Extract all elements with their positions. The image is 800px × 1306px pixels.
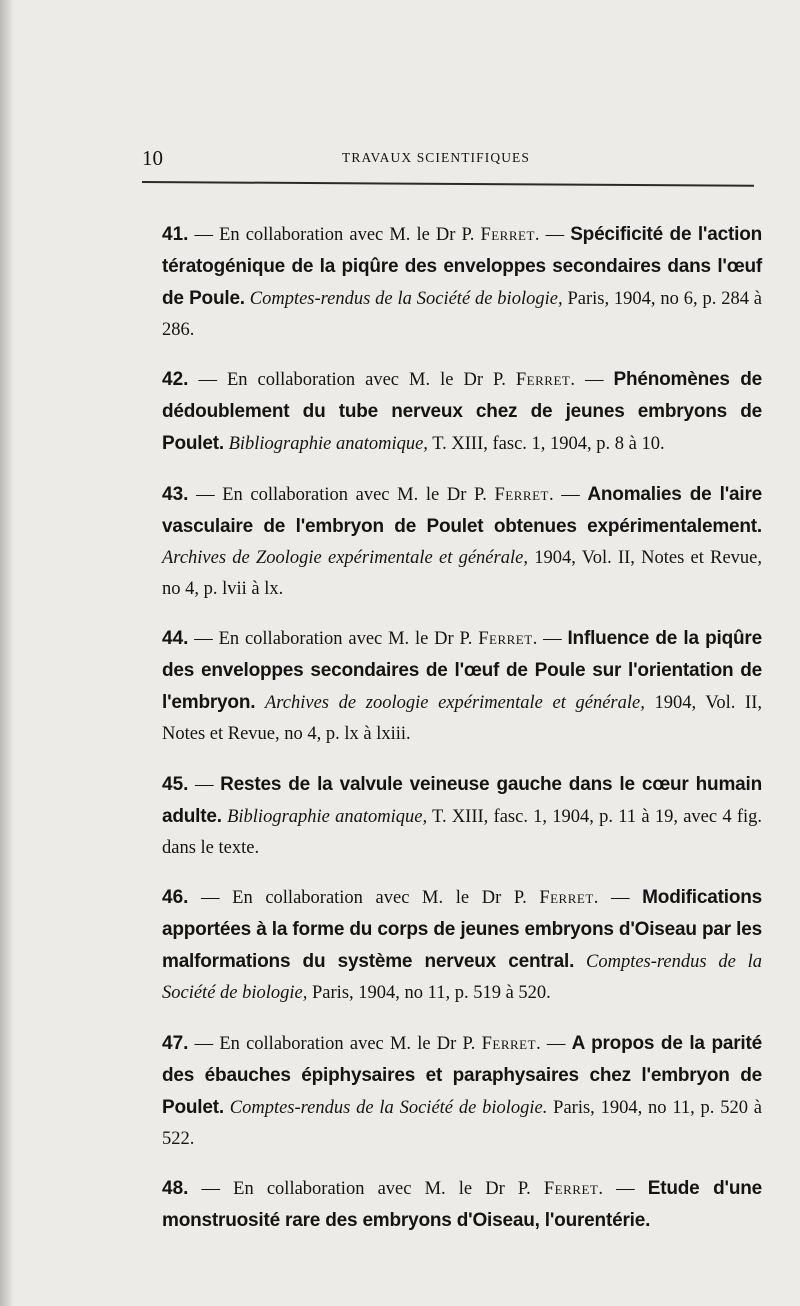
entry-number: 46.	[162, 887, 189, 908]
publication-entry	[162, 479, 762, 605]
entry-title: A propos de la parité des ébauches épiphysaires et paraphysaires chez l'embryon de Poulet.	[162, 1032, 762, 1118]
publication-entry	[162, 623, 762, 750]
header-rule	[142, 181, 754, 187]
entry-collaboration: — En collaboration avec M. le Dr P.	[201, 888, 540, 908]
entry-separator: . —	[532, 629, 568, 649]
entry-separator: . —	[593, 888, 643, 908]
publication-entry	[162, 219, 762, 346]
entry-details: T. XIII, fasc. 1, 1904, p. 11 à 19, avec 4 fig. dans le texte.	[162, 806, 763, 858]
page-edge-shadow	[0, 0, 14, 1306]
entry-separator: . —	[598, 1179, 648, 1199]
entry-collaborator-name: Ferret	[494, 484, 549, 505]
page-header	[142, 146, 752, 170]
entry-collaborator-name: Ferret	[480, 224, 535, 245]
publication-entry	[162, 1173, 762, 1237]
entry-number: 41.	[162, 223, 189, 245]
entry-details: Paris, 1904, no 11, p. 519 à 520.	[312, 983, 551, 1003]
running-head: TRAVAUX SCIENTIFIQUES	[342, 150, 530, 165]
entry-separator: . —	[536, 1033, 572, 1054]
entry-details: Paris, 1904, no 11, p. 520 à 522.	[162, 1097, 763, 1149]
entry-title: Modifications apportées à la forme du corps de jeunes embryons d'Oiseau par les malformations du système nerveux central.	[162, 887, 762, 972]
entry-details: 1904, Vol. II, Notes et Revue, no 4, p. lvii à lx.	[162, 547, 763, 599]
entry-number: 45.	[162, 773, 189, 795]
entry-journal: Comptes-rendus de la Société de biologie.	[229, 1097, 548, 1118]
entry-journal: Comptes-rendus de la Société de biologie,	[249, 288, 563, 309]
entry-number: 44.	[162, 628, 189, 649]
entry-number: 43.	[162, 483, 189, 505]
publication-list	[162, 200, 762, 1254]
entry-title: Anomalies de l'aire vasculaire de l'embryon de Poulet obtenues expérimentalement.	[162, 483, 763, 537]
entry-collaboration: — En collaboration avec M. le Dr P.	[194, 629, 479, 649]
entry-separator: . —	[534, 224, 571, 245]
entry-details: Paris, 1904, no 6, p. 284 à 286.	[162, 288, 763, 340]
entry-collaborator-name: Ferret	[478, 629, 533, 649]
entry-journal: Bibliographie anatomique,	[228, 434, 428, 454]
entry-journal: Archives de zoologie expérimentale et générale,	[264, 693, 645, 713]
entry-collaborator-name: Ferret	[539, 888, 594, 908]
entry-journal: Bibliographie anatomique,	[227, 806, 428, 827]
entry-collaboration: — En collaboration avec M. le Dr P.	[194, 1033, 482, 1054]
entry-journal: Comptes-rendus de la Société de biologie,	[162, 952, 763, 1003]
publication-entry	[162, 769, 762, 864]
entry-number: 42.	[162, 369, 189, 390]
entry-title: Etude d'une monstruosité rare des embryons d'Oiseau, l'ourentérie.	[162, 1178, 762, 1231]
entry-separator: . —	[548, 484, 588, 505]
entry-collaboration: — En collaboration avec M. le Dr P.	[194, 224, 481, 245]
publication-entry	[162, 364, 762, 460]
entry-title: Restes de la valvule veineuse gauche dans le cœur humain adulte.	[162, 773, 762, 827]
entry-title: Phénomènes de dédoublement du tube nerveux chez de jeunes embryons de Poulet.	[162, 369, 762, 454]
entry-number: 47.	[162, 1032, 189, 1054]
entry-title: Spécificité de l'action tératogénique de la piqûre des enveloppes secondaires dans l'œuf de Poule.	[162, 223, 763, 309]
entry-collaboration: — En collaboration avec M. le Dr P.	[196, 484, 495, 505]
entry-number: 48.	[162, 1178, 189, 1199]
entry-separator: —	[188, 774, 221, 795]
entry-collaborator-name: Ferret	[515, 370, 571, 390]
entry-details: T. XIII, fasc. 1, 1904, p. 8 à 10.	[432, 434, 665, 454]
page-number: 10	[142, 146, 163, 170]
publication-entry	[162, 882, 762, 1009]
entry-collaborator-name: Ferret	[543, 1179, 599, 1199]
entry-separator: . —	[570, 370, 614, 390]
entry-collaborator-name: Ferret	[481, 1033, 537, 1054]
entry-collaboration: — En collaboration avec M. le Dr P.	[201, 1179, 544, 1199]
entry-collaboration: — En collaboration avec M. le Dr P.	[198, 370, 516, 390]
publication-entry	[162, 1028, 762, 1155]
entry-journal: Archives de Zoologie expérimentale et générale,	[162, 547, 528, 568]
entry-title: Influence de la piqûre des enveloppes secondaires de l'œuf de Poule sur l'orientation de l'embryon.	[162, 628, 762, 713]
entry-details: 1904, Vol. II, Notes et Revue, no 4, p. lx à lxiii.	[162, 693, 762, 744]
